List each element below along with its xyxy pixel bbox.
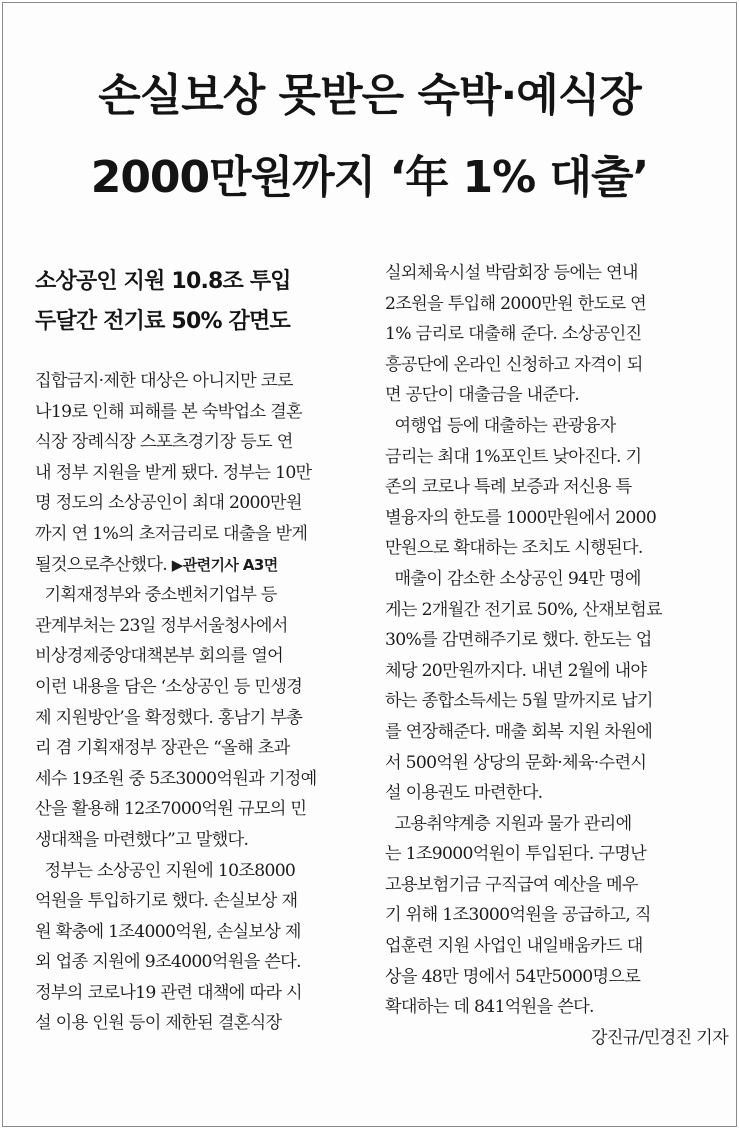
headline-line-1: 손실보상 못받은 숙박·예식장 <box>98 70 641 121</box>
text-line: 외 업종 지원에 9조4000억원을 쓴다. <box>35 952 301 973</box>
text-line <box>35 580 380 611</box>
text-line: 실외체육시설 박람회장 등에는 연내 <box>385 263 638 283</box>
text-line: 존의 코로나 특례 보증과 저신용 특 <box>385 477 632 498</box>
text-line: 는 1조9000억원이 투입된다. 구명난 <box>385 844 647 865</box>
text-line: 업훈련 지원 사업인 내일배움카드 대 <box>385 936 643 957</box>
text-line: 2조원을 투입해 2000만원 한도로 연 <box>385 293 647 314</box>
subheadline-line-2: 두달간 전기료 50% 감면도 <box>35 309 290 334</box>
paragraph-1 <box>35 366 380 580</box>
paragraph-7 <box>385 809 730 1023</box>
related-article-reference: ▶관련기사 A3면 <box>171 555 278 574</box>
text-line-content: 여행업 등에 대출하는 관광융자 <box>394 415 616 436</box>
paragraph-5 <box>385 411 730 564</box>
subheadline-line-1: 소상공인 지원 10.8조 투입 <box>35 269 291 294</box>
text-line <box>385 809 730 840</box>
text-line: 리 겸 기획재정부 장관은 “올해 초과 <box>35 738 290 759</box>
text-line <box>35 550 380 581</box>
text-line: 기 위해 1조3000억원을 공급하고, 직 <box>385 905 651 926</box>
article-page <box>2 2 737 1127</box>
text-line: 관계부처는 23일 정부서울청사에서 <box>35 615 288 636</box>
text-line <box>385 411 730 442</box>
text-line: 체당 20만원까지다. 내년 2월에 내야 <box>385 660 647 681</box>
text-line: 설 이용권도 마련한다. <box>385 783 543 804</box>
byline: 강진규/민경진 기자 <box>590 1027 728 1048</box>
text-line: 확대하는 데 841억원을 쓴다. <box>385 997 594 1018</box>
paragraph-2 <box>35 580 380 855</box>
text-line: 상을 48만 명에서 54만5000명으로 <box>385 966 641 987</box>
text-line: 흥공단에 온라인 신청하고 자격이 되 <box>385 354 643 375</box>
text-line <box>385 564 730 595</box>
paragraph-3 <box>35 856 380 1040</box>
text-line: 30%를 감면해주기로 했다. 한도는 업 <box>385 630 652 651</box>
text-line: 를 연장해준다. 매출 회복 지원 차원에 <box>385 721 653 742</box>
text-line: 게는 2개월간 전기료 50%, 산재보험료 <box>385 599 662 620</box>
text-line: 1% 금리로 대출해 준다. 소상공인진 <box>385 324 642 345</box>
text-line: 이런 내용을 담은 ‘소상공인 등 민생경 <box>35 676 303 697</box>
text-line: 억원을 투입하기로 했다. 손실보상 재 <box>35 891 298 912</box>
text-line: 명 정도의 소상공인이 최대 2000만원 <box>35 493 302 514</box>
headline <box>3 55 736 219</box>
text-line-content: 고용취약계층 지원과 물가 관리에 <box>394 813 632 834</box>
text-line: 까지 연 1%의 초저금리로 대출을 받게 <box>35 523 308 544</box>
subheadline <box>35 262 380 342</box>
left-column <box>35 258 380 1039</box>
text-line <box>35 856 380 887</box>
text-line-content: 될것으로추산했다. <box>35 554 167 575</box>
text-line: 집합금지·제한 대상은 아니지만 코로 <box>35 371 293 391</box>
text-line: 면 공단이 대출금을 내준다. <box>385 385 579 406</box>
text-line: 식장 장례식장 스포츠경기장 등도 연 <box>35 432 293 453</box>
text-line: 생대책을 마련했다”고 말했다. <box>35 829 249 850</box>
text-line: 서 500억원 상당의 문화·체육·수련시 <box>385 752 647 773</box>
text-line: 고용보험기금 구직급여 예산을 메우 <box>385 874 638 895</box>
text-line: 하는 종합소득세는 5월 말까지로 납기 <box>385 691 653 712</box>
text-line: 만원으로 확대하는 조치도 시행된다. <box>385 538 643 559</box>
text-line: 비상경제중앙대책본부 회의를 열어 <box>35 646 284 667</box>
text-line: 별융자의 한도를 1000만원에서 2000 <box>385 507 657 528</box>
text-line: 설 이용 인원 등이 제한된 결혼식장 <box>35 1013 282 1034</box>
paragraph-6 <box>385 564 730 809</box>
text-line: 산을 활용해 12조7000억원 규모의 민 <box>35 799 307 820</box>
text-line: 나19로 인해 피해를 본 숙박업소 결혼 <box>35 401 302 422</box>
paragraph-4 <box>385 258 730 411</box>
right-column <box>385 258 730 1053</box>
text-line-content: 기획재정부와 중소벤처기업부 등 <box>44 585 277 606</box>
text-line-content: 매출이 감소한 소상공인 94만 명에 <box>394 568 641 589</box>
text-line: 원 확충에 1조4000억원, 손실보상 제 <box>35 921 301 942</box>
text-line: 제 지원방안’을 확정했다. 홍남기 부총 <box>35 707 303 728</box>
text-line: 세수 19조원 중 5조3000억원과 기정예 <box>35 768 317 789</box>
headline-line-2: 2000만원까지 ‘年 1% 대출’ <box>90 152 649 203</box>
text-line: 내 정부 지원을 받게 됐다. 정부는 10만 <box>35 462 312 483</box>
text-line: 금리는 최대 1%포인트 낮아진다. 기 <box>385 446 642 467</box>
text-line: 정부의 코로나19 관련 대책에 따라 시 <box>35 982 302 1003</box>
text-line-content: 정부는 소상공인 지원에 10조8000 <box>44 860 296 881</box>
